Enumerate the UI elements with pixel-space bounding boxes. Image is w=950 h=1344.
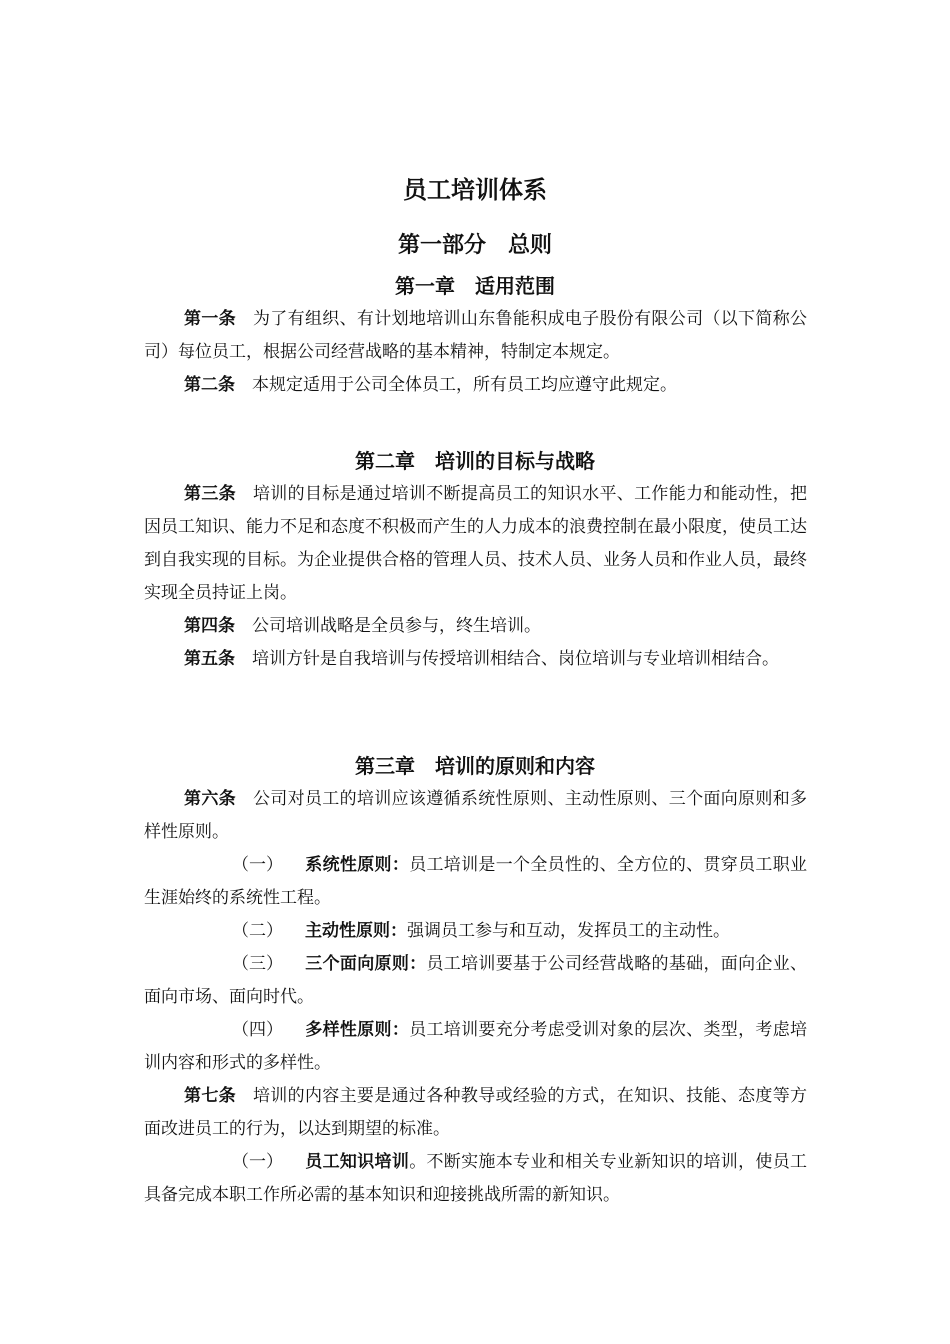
article-text: 本规定适用于公司全体员工，所有员工均应遵守此规定。 bbox=[252, 375, 677, 395]
article-label: 第二条 bbox=[184, 375, 235, 395]
principle-item bbox=[144, 948, 807, 1014]
item-number: （三） bbox=[232, 954, 283, 974]
item-text: 员工培训要充分考虑受训对象的层次、类型，考虑培训内容和形式的多样性。 bbox=[144, 1020, 808, 1073]
article-text: 公司培训战略是全员参与，终生培训。 bbox=[252, 616, 541, 636]
article-4 bbox=[144, 610, 807, 643]
principle-item bbox=[144, 849, 807, 915]
article-label: 第四条 bbox=[184, 616, 235, 636]
item-text: 强调员工参与和互动，发挥员工的主动性。 bbox=[407, 921, 730, 941]
article-text: 培训的内容主要是通过各种教导或经验的方式，在知识、技能、态度等方面改进员工的行为，以达到期望的标准。 bbox=[144, 1086, 808, 1139]
article-2 bbox=[144, 369, 807, 402]
item-term: 多样性原则： bbox=[305, 1020, 410, 1040]
item-text: 员工培训要基于公司经营战略的基础，面向企业、面向市场、面向时代。 bbox=[144, 954, 808, 1007]
principle-item bbox=[144, 915, 807, 948]
article-7 bbox=[144, 1080, 807, 1146]
chapter-3-title: 第三章 培训的原则和内容 bbox=[355, 754, 595, 778]
item-number: （一） bbox=[232, 1152, 283, 1172]
article-text: 公司对员工的培训应该遵循系统性原则、主动性原则、三个面向原则和多样性原则。 bbox=[144, 789, 808, 842]
article-label: 第一条 bbox=[184, 309, 236, 329]
article-label: 第三条 bbox=[184, 484, 236, 504]
chapter-2-title: 第二章 培训的目标与战略 bbox=[355, 449, 595, 473]
document-title: 员工培训体系 bbox=[403, 176, 547, 204]
principle-item bbox=[144, 1014, 807, 1080]
article-3 bbox=[144, 478, 807, 610]
item-term: 主动性原则： bbox=[305, 921, 407, 941]
part-title: 第一部分 总则 bbox=[397, 233, 552, 258]
item-number: （一） bbox=[232, 855, 283, 875]
item-number: （四） bbox=[232, 1020, 283, 1040]
item-text: 。不断实施本专业和相关专业新知识的培训，使员工具备完成本职工作所必需的基本知识和迎接挑战所需的新知识。 bbox=[144, 1152, 808, 1205]
content-item bbox=[144, 1146, 807, 1212]
article-label: 第六条 bbox=[184, 789, 236, 809]
article-6 bbox=[144, 783, 807, 849]
article-label: 第五条 bbox=[184, 649, 235, 669]
article-1 bbox=[144, 303, 807, 369]
item-text: 员工培训是一个全员性的、全方位的、贯穿员工职业生涯始终的系统性工程。 bbox=[144, 855, 808, 908]
article-5 bbox=[144, 643, 807, 676]
item-term: 系统性原则： bbox=[305, 855, 410, 875]
chapter-1-title: 第一章 适用范围 bbox=[395, 274, 555, 298]
item-number: （二） bbox=[232, 921, 283, 941]
article-text: 培训的目标是通过培训不断提高员工的知识水平、工作能力和能动性，把因员工知识、能力不足和态度不积极而产生的人力成本的浪费控制在最小限度，使员工达到自我实现的目标。为企业提供合格的管理人员、技术人员、业务人员和作业人员，最终实现全员持证上岗。 bbox=[144, 484, 808, 603]
article-text: 为了有组织、有计划地培训山东鲁能积成电子股份有限公司（以下简称公司）每位员工，根据公司经营战略的基本精神，特制定本规定。 bbox=[144, 309, 808, 362]
item-term: 三个面向原则： bbox=[305, 954, 427, 974]
article-text: 培训方针是自我培训与传授培训相结合、岗位培训与专业培训相结合。 bbox=[252, 649, 779, 669]
article-label: 第七条 bbox=[184, 1086, 236, 1106]
item-term: 员工知识培训 bbox=[305, 1152, 410, 1172]
